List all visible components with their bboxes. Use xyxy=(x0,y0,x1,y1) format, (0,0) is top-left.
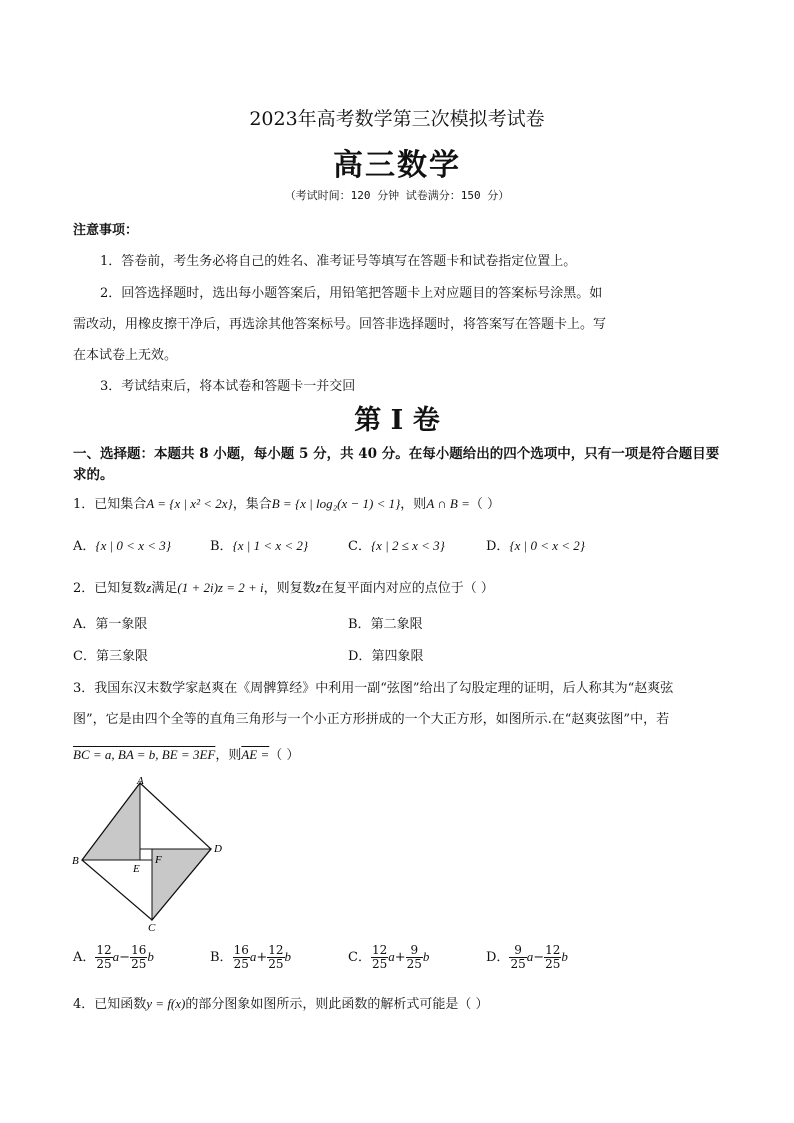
vector-a: a xyxy=(112,949,120,964)
q3-option-d[interactable] xyxy=(486,944,568,971)
operator: + xyxy=(256,950,268,965)
option-label: B． xyxy=(210,950,233,965)
option-text: 第二象限 xyxy=(370,617,423,632)
q3-option-b[interactable] xyxy=(210,944,291,971)
vector-a: a xyxy=(388,949,395,964)
q1-set-b: B = {x | log₂(x − 1) < 1} xyxy=(271,496,401,511)
option-label: D． xyxy=(348,649,372,664)
section-description-line-2: 求的。 xyxy=(73,467,114,483)
option-text: 第一象限 xyxy=(95,617,148,632)
notice-item-2-line-1: 2．回答选择题时，选出每小题答案后，用铅笔把答题卡上对应题目的答案标号涂黑。如 xyxy=(100,286,603,301)
q2-var-conjugate: z̄ xyxy=(315,580,321,595)
q3-condition: BC = a, BA = b, BE = 3EF xyxy=(73,747,216,762)
q2-option-c[interactable] xyxy=(73,645,148,664)
vector-a: a xyxy=(249,949,257,964)
option-label: B． xyxy=(348,617,371,632)
question-3-line-3 xyxy=(73,744,299,763)
fraction: $\frac{12}{25}$ xyxy=(371,943,388,971)
option-text: {x | 0 < x < 2} xyxy=(509,538,585,553)
notice-heading: 注意事项： xyxy=(73,223,139,238)
fraction: $\frac{12}{25}$ xyxy=(96,943,112,971)
exam-title: 2023年高考数学第三次模拟考试卷 xyxy=(249,108,545,130)
option-label: D． xyxy=(486,950,510,965)
label-b: B xyxy=(72,855,79,867)
operator: + xyxy=(394,950,406,965)
question-2-stem xyxy=(73,577,494,596)
q1-option-d[interactable] xyxy=(486,535,585,554)
q3-option-c[interactable] xyxy=(348,944,429,971)
inner-square xyxy=(140,849,152,860)
q4-prefix: 4．已知函数 xyxy=(73,997,147,1012)
option-label: A． xyxy=(73,950,96,965)
vector-b: b xyxy=(147,949,154,964)
option-label: B． xyxy=(210,539,233,554)
q1-mid: ，集合 xyxy=(232,497,272,512)
q2-mid2: ，则复数 xyxy=(263,581,316,596)
option-text: 第四象限 xyxy=(371,649,424,664)
fraction: $\frac{12}{25}$ xyxy=(268,943,284,971)
q1-expr: A ∩ B = xyxy=(426,496,470,511)
q2-prefix: 2．已知复数 xyxy=(73,581,147,596)
q2-equation: (1 + 2i)z = 2 + i xyxy=(177,580,264,595)
option-text: {x | 1 < x < 2} xyxy=(232,538,309,553)
question-3-line-2: 图”，它是由四个全等的直角三角形与一个小正方形拼成的一个大正方形，如图所示.在“赵爽弦图”中，若 xyxy=(73,712,670,727)
operator: − xyxy=(119,950,131,965)
option-text: {x | 2 ≤ x < 3} xyxy=(370,538,445,553)
q2-var: z xyxy=(146,580,152,595)
q1-prefix: 1．已知集合 xyxy=(73,497,147,512)
q1-paren: （ ） xyxy=(469,497,501,512)
q3-ask: AE = xyxy=(241,747,270,762)
notice-item-2-line-3: 在本试卷上无效。 xyxy=(73,348,178,363)
vector-b: b xyxy=(284,949,292,964)
operator: − xyxy=(533,950,545,965)
q3-option-a[interactable] xyxy=(73,944,154,971)
option-label: C． xyxy=(73,649,96,664)
fraction: $\frac{12}{25}$ xyxy=(545,943,561,971)
q4-tail: 的部分图象如图所示，则此函数的解析式可能是（ ） xyxy=(185,997,489,1012)
vector-b: b xyxy=(561,949,568,964)
label-c: C xyxy=(148,922,156,934)
fraction: $\frac{16}{25}$ xyxy=(233,943,249,971)
question-3-line-1: 3．我国东汉末数学家赵爽在《周髀算经》中利用一副“弦图”给出了勾股定理的证明，后人称其为“赵爽弦 xyxy=(73,681,674,696)
q1-option-c[interactable] xyxy=(348,535,445,554)
option-label: A． xyxy=(73,617,96,632)
option-label: D． xyxy=(486,539,510,554)
fraction: $\frac{9}{25}$ xyxy=(510,943,526,971)
notice-item-3: 3．考试结束后，将本试卷和答题卡一并交回 xyxy=(100,379,356,394)
q2-tail: 在复平面内对应的点位于（ ） xyxy=(320,581,494,596)
vector-a: a xyxy=(526,949,534,964)
label-f: F xyxy=(155,854,162,866)
option-label: A． xyxy=(73,539,96,554)
q1-option-a[interactable] xyxy=(73,535,171,554)
subject-title: 高三数学 xyxy=(333,148,461,183)
q2-option-d[interactable] xyxy=(348,645,423,664)
q1-set-a: A = {x | x² < 2x} xyxy=(146,496,233,511)
q1-option-b[interactable] xyxy=(210,535,308,554)
vector-b: b xyxy=(422,949,430,964)
q3-paren: （ ） xyxy=(269,748,300,763)
notice-item-1: 1．答卷前，考生务必将自己的姓名、准考证号等填写在答题卡和试卷指定位置上。 xyxy=(100,254,577,269)
question-4-stem xyxy=(73,993,489,1012)
label-e: E xyxy=(133,863,140,875)
q3-tail: ，则 xyxy=(215,748,242,763)
fraction: $\frac{16}{25}$ xyxy=(131,943,147,971)
exam-info: （考试时间：120 分钟 试卷满分：150 分） xyxy=(284,189,510,202)
label-a: A xyxy=(137,775,144,787)
label-d: D xyxy=(214,843,222,855)
q2-option-a[interactable] xyxy=(73,613,147,632)
option-label: C． xyxy=(348,539,371,554)
zhao-shuang-diagram xyxy=(66,772,236,940)
q2-option-b[interactable] xyxy=(348,613,423,632)
q4-func: y = f(x) xyxy=(146,996,186,1011)
question-1-stem xyxy=(73,493,500,512)
q1-tail: ，则 xyxy=(400,497,427,512)
section-title: 第 I 卷 xyxy=(354,405,440,436)
section-description-line-1: 一、选择题：本题共 8 小题，每小题 5 分，共 40 分。在每小题给出的四个选项中，只有一项是符合题目要 xyxy=(73,446,720,462)
option-text: {x | 0 < x < 3} xyxy=(95,538,171,553)
option-label: C． xyxy=(348,950,371,965)
fraction: $\frac{9}{25}$ xyxy=(406,943,422,971)
option-text: 第三象限 xyxy=(95,649,148,664)
q2-mid: 满足 xyxy=(151,581,178,596)
notice-item-2-line-2: 需改动，用橡皮擦干净后，再选涂其他答案标号。回答非选择题时，将答案写在答题卡上。写 xyxy=(73,317,607,332)
